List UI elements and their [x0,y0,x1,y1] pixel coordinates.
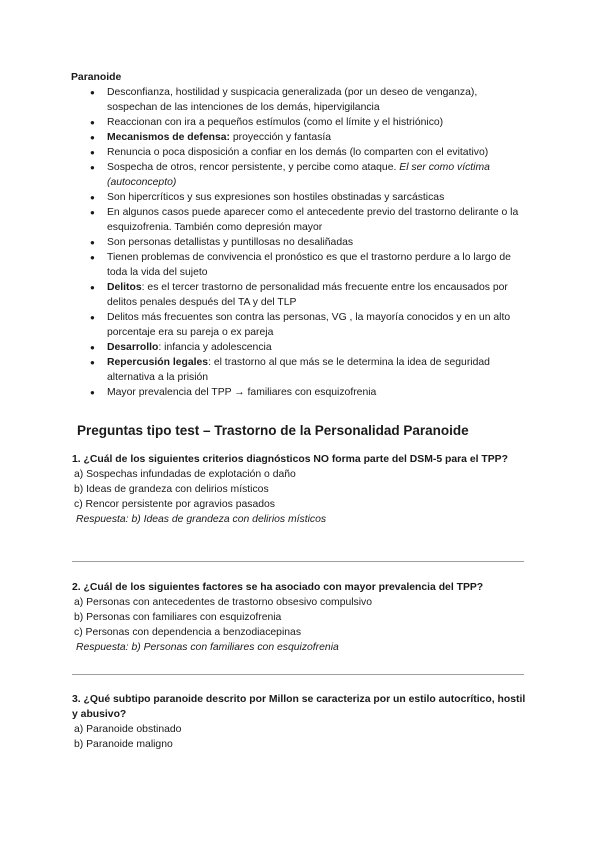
answer-option: c) Rencor persistente por agravios pasados [74,499,275,510]
question-text: 1. ¿Cuál de los siguientes criterios diagnósticos NO forma parte del DSM-5 para el TPP? [72,454,508,465]
answer-option: c) Personas con dependencia a benzodiacepinas [74,627,302,638]
list-item: ● Mayor prevalencia del TPP → familiares con esquizofrenia [90,385,530,400]
question-1 [72,452,532,527]
list-item: ● Desconfianza, hostilidad y suspicacia generalizada (por un deseo de venganza), sospechan de las intenciones de los demás, hipervigilancia [90,85,530,115]
divider [72,561,524,562]
section-title: Paranoide [71,72,122,83]
question-3 [72,692,532,752]
quiz-title: Preguntas tipo test – Trastorno de la Personalidad Paranoide [77,423,469,438]
list-item: ● Delitos: es el tercer trastorno de personalidad más frecuente entre los encausados por delitos penales después del TA y del TLP [90,280,530,310]
answer-option: a) Paranoide obstinado [74,724,182,735]
list-item: ● Renuncia o poca disposición a confiar en los demás (lo comparten con el evitativo) [90,145,530,160]
answer-option: a) Sospechas infundadas de explotación o daño [74,469,296,480]
list-item: ● Sospecha de otros, rencor persistente, y percibe como ataque. El ser como víctima (autoconcepto) [90,160,530,190]
divider [72,674,524,675]
list-item: ● Mecanismos de defensa: proyección y fantasía [90,130,530,145]
feature-list [90,85,530,400]
list-item: ● Delitos más frecuentes son contra las personas, VG , la mayoría conocidos y en un alto porcentaje era su pareja o ex pareja [90,310,530,340]
answer-key: Respuesta: b) Personas con familiares con esquizofrenia [76,642,339,653]
answer-option: b) Personas con familiares con esquizofrenia [74,612,282,623]
list-item: ● Repercusión legales: el trastorno al que más se le determina la idea de seguridad alternativa a la prisión [90,355,530,385]
list-item: ● Desarrollo: infancia y adolescencia [90,340,530,355]
question-text: 2. ¿Cuál de los siguientes factores se ha asociado con mayor prevalencia del TPP? [72,582,484,593]
answer-key: Respuesta: b) Ideas de grandeza con delirios místicos [76,514,327,525]
list-item: ● Reaccionan con ira a pequeños estímulos (como el límite y el histriónico) [90,115,530,130]
list-item: ● Son hipercríticos y sus expresiones son hostiles obstinadas y sarcásticas [90,190,530,205]
question-text: 3. ¿Qué subtipo paranoide descrito por Millon se caracteriza por un estilo autocrítico, hostil y abusivo? [72,694,526,720]
list-item: ● Tienen problemas de convivencia el pronóstico es que el trastorno perdure a lo largo de toda la vida del sujeto [90,250,530,280]
question-2 [72,580,532,655]
answer-option: a) Personas con antecedentes de trastorno obsesivo compulsivo [74,597,373,608]
list-item: ● Son personas detallistas y puntillosas no desaliñadas [90,235,530,250]
list-item: ● En algunos casos puede aparecer como el antecedente previo del trastorno delirante o la esquizofrenia. También como depresión mayor [90,205,530,235]
answer-option: b) Paranoide maligno [74,739,173,750]
answer-option: b) Ideas de grandeza con delirios místicos [74,484,269,495]
